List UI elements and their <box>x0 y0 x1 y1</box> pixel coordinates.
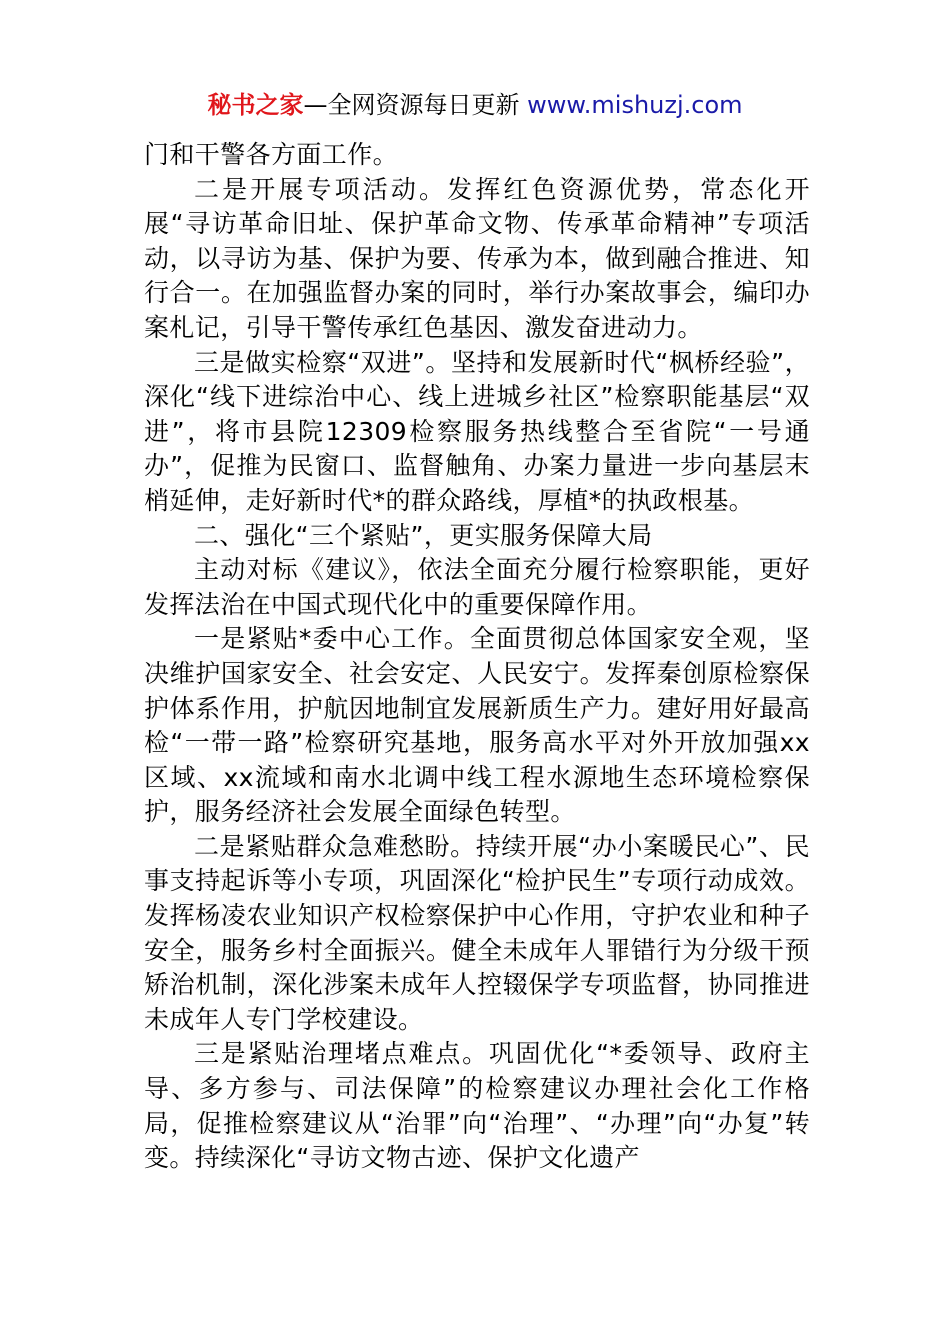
site-url[interactable]: www.mishuzj.com <box>527 91 743 119</box>
document-body <box>144 138 810 1176</box>
paragraph: 二是紧贴群众急难愁盼。持续开展“办小案暖民心”、民事支持起诉等小专项，巩固深化“检护民生”专项行动成效。发挥杨凌农业知识产权检察保护中心作用，守护农业和种子安全，服务乡村全面振兴。健全未成年人罪错行为分级干预矫治机制，深化涉案未成年人控辍保学专项监督，协同推进未成年人专门学校建设。 <box>144 831 810 1034</box>
paragraph: 一是紧贴*委中心工作。全面贯彻总体国家安全观，坚决维护国家安全、社会安定、人民安宁。发挥秦创原检察保护体系作用，护航因地制宜发展新质生产力。建好用好最高检“一带一路”检察研究基地，服务高水平对外开放加强xx区域、xx流域和南水北调中线工程水源地生态环境检察保护，服务经济社会发展全面绿色转型。 <box>144 624 810 827</box>
brand-name: 秘书之家 <box>207 91 304 119</box>
section-heading: 二、强化“三个紧贴”，更实服务保障大局 <box>194 520 653 550</box>
paragraph: 门和干警各方面工作。 <box>144 140 399 169</box>
header-tagline: —全网资源每日更新 <box>303 91 528 119</box>
paragraph: 三是紧贴治理堵点难点。巩固优化“*委领导、政府主导、多方参与、司法保障”的检察建议办理社会化工作格局，促推检察建议从“治罪”向“治理”、“办理”向“办复”转变。持续深化“寻访文物古迹、保护文化遗产 <box>144 1039 810 1173</box>
paragraph: 三是做实检察“双进”。坚持和发展新时代“枫桥经验”，深化“线下进综治中心、线上进城乡社区”检察职能基层“双进”，将市县院12309检察服务热线整合至省院“一号通办”，促推为民窗口、监督触角、办案力量进一步向基层末梢延伸，走好新时代*的群众路线，厚植*的执政根基。 <box>144 347 810 515</box>
paragraph: 二是开展专项活动。发挥红色资源优势，常态化开展“寻访革命旧址、保护革命文物、传承革命精神”专项活动，以寻访为基、保护为要、传承为本，做到融合推进、知行合一。在加强监督办案的同时，举行办案故事会，编印办案札记，引导干警传承红色基因、激发奋进动力。 <box>144 174 810 342</box>
site-header <box>0 88 950 122</box>
paragraph: 主动对标《建议》，依法全面充分履行检察职能，更好发挥法治在中国式现代化中的重要保障作用。 <box>144 555 810 619</box>
